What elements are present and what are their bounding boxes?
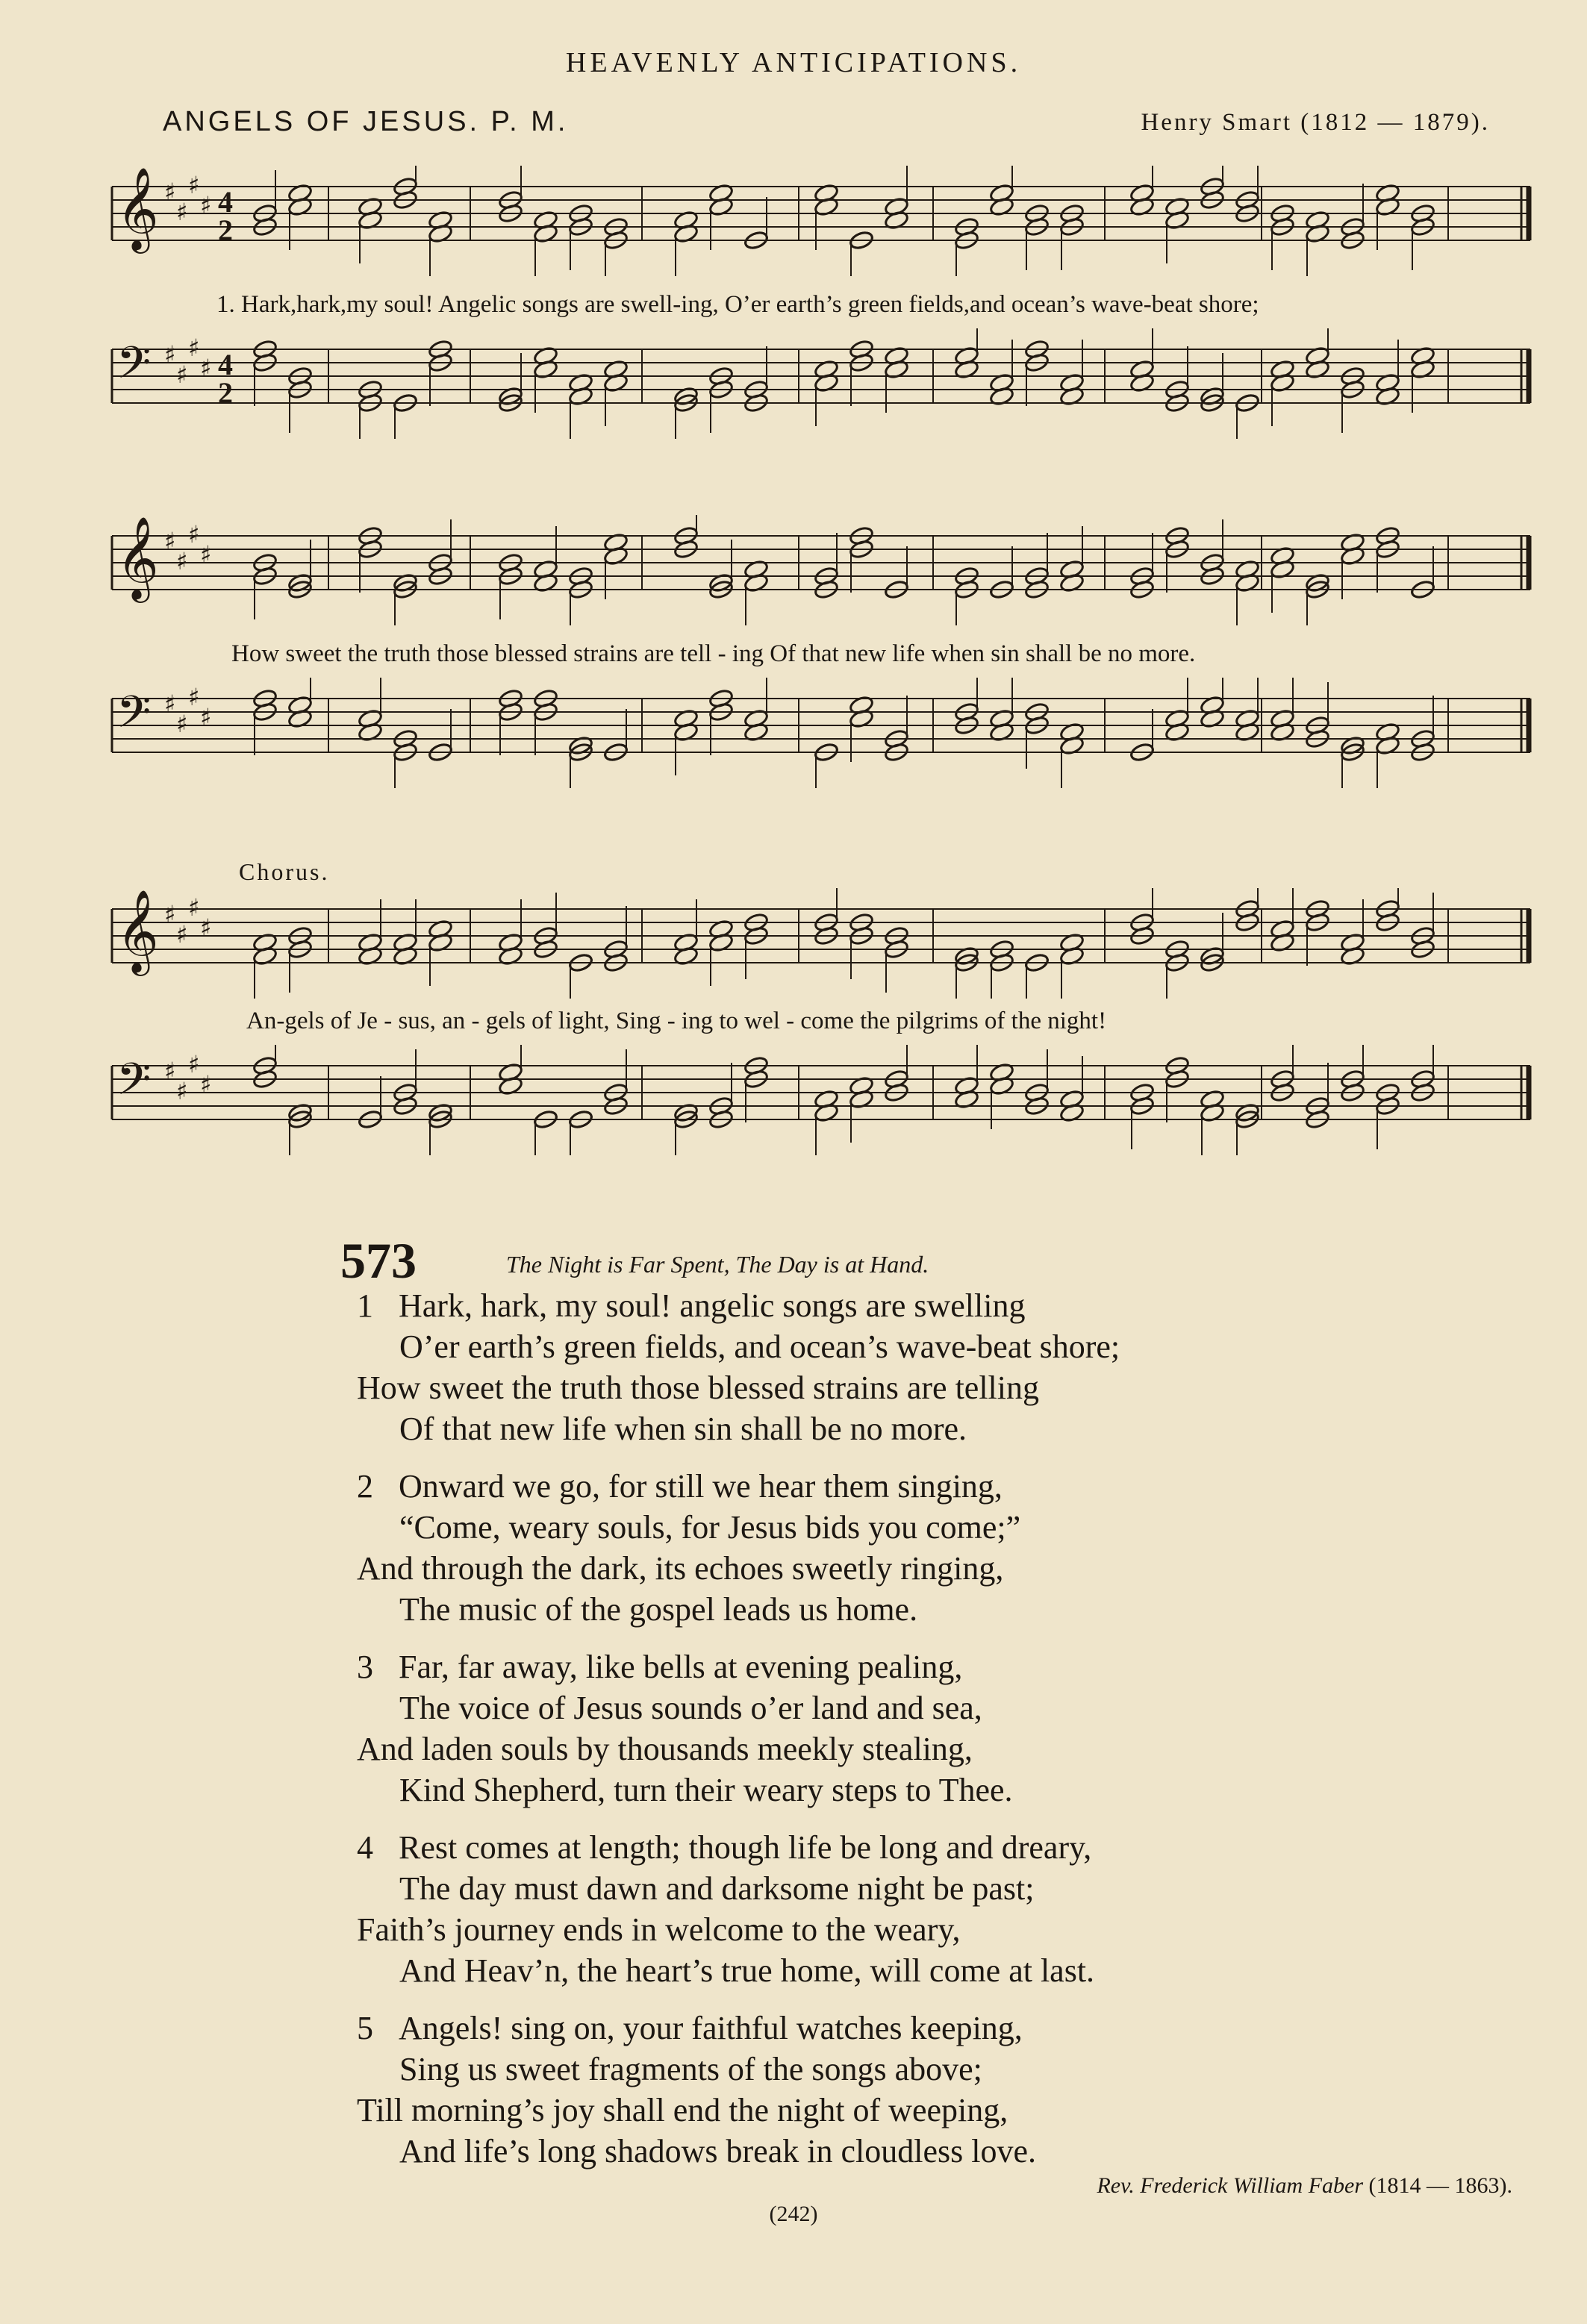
sharp-icon: ♯ <box>176 360 188 389</box>
verse-line <box>399 1774 1013 1807</box>
lyric-line-1: 1. Hark,hark,my soul! Angelic songs are swell-ing, O’er earth’s green fields,and ocean’s wave-beat shore; <box>216 291 1259 318</box>
verse-text: Angels! sing on, your faithful watches keeping, <box>399 2010 1023 2046</box>
sharp-icon: ♯ <box>164 1057 176 1085</box>
sharp-icon: ♯ <box>176 198 188 226</box>
stanza-number: 5 <box>357 2010 373 2046</box>
verse-line <box>399 2135 1036 2168</box>
bass-clef-icon: 𝄢 <box>116 337 152 399</box>
verse-line <box>399 2053 982 2086</box>
composer-credit: Henry Smart (1812 — 1879). <box>1141 109 1490 136</box>
verse-line <box>399 1328 1120 1365</box>
verse-text: And life’s long shadows break in cloudless love. <box>399 2133 1036 2170</box>
treble-staff-2 <box>105 515 1538 627</box>
stanza-number: 3 <box>357 1649 373 1685</box>
verse-text: The voice of Jesus sounds o’er land and sea, <box>399 1690 982 1726</box>
sharp-icon: ♯ <box>176 547 188 575</box>
music-system-1 <box>105 166 1538 410</box>
music-system-2 <box>105 515 1538 749</box>
verse-line <box>399 1952 1095 1989</box>
verse-line <box>399 1593 917 1626</box>
hymn-number: 573 <box>340 1232 417 1289</box>
sharp-icon: ♯ <box>164 340 176 369</box>
verse-line <box>357 1369 1040 1406</box>
sharp-icon: ♯ <box>164 690 176 718</box>
sharp-icon: ♯ <box>200 703 212 731</box>
author-dates: (1814 — 1863). <box>1368 2173 1512 2198</box>
treble-staff-1 <box>105 166 1538 278</box>
time-signature-top: 4 <box>218 348 233 381</box>
verse-line <box>399 1872 1034 1905</box>
verse-text: And laden souls by thousands meekly stealing, <box>357 1731 973 1767</box>
stanza-number: 1 <box>357 1287 373 1324</box>
verse-line <box>357 1552 1003 1585</box>
lyric-line-3: An-gels of Je - sus, an - gels of light, Sing - ing to wel - come the pilgrims of the night! <box>246 1008 1107 1034</box>
treble-clef-icon: 𝄞 <box>116 889 159 972</box>
verse-text: O’er earth’s green fields, and ocean’s wave-beat shore; <box>399 1328 1120 1365</box>
verse-text: “Come, weary souls, for Jesus bids you come;” <box>399 1509 1021 1546</box>
stanza-number: 4 <box>357 1829 373 1866</box>
verse-text: The music of the gospel leads us home. <box>399 1591 918 1628</box>
verse-text: Far, far away, like bells at evening pealing, <box>399 1649 963 1685</box>
bass-clef-icon: 𝄢 <box>116 686 152 749</box>
verse-line <box>357 1831 1091 1864</box>
author-credit <box>1097 2173 1512 2199</box>
verse-text: Of that new life when sin shall be no more. <box>399 1411 967 1447</box>
running-head: HEAVENLY ANTICIPATIONS. <box>565 47 1022 78</box>
sharp-icon: ♯ <box>176 920 188 949</box>
sharp-icon: ♯ <box>188 1050 200 1078</box>
sharp-icon: ♯ <box>176 710 188 738</box>
time-signature-top: 4 <box>218 185 233 219</box>
sharp-icon: ♯ <box>200 913 212 942</box>
verse-text: Till morning’s joy shall end the night of weeping, <box>357 2092 1008 2128</box>
treble-clef-icon: 𝄞 <box>116 516 159 599</box>
verse-text: The day must dawn and darksome night be past; <box>399 1870 1035 1907</box>
sharp-icon: ♯ <box>188 893 200 922</box>
verse-line <box>357 1733 973 1766</box>
bass-staff-1 <box>105 328 1538 440</box>
sharp-icon: ♯ <box>164 527 176 555</box>
verse-line <box>357 2012 1023 2045</box>
bass-staff-3 <box>105 1045 1538 1157</box>
sharp-icon: ♯ <box>188 171 200 199</box>
bass-staff-2 <box>105 678 1538 790</box>
sharp-icon: ♯ <box>200 354 212 382</box>
sharp-icon: ♯ <box>200 1070 212 1099</box>
verse-text: Kind Shepherd, turn their weary steps to Thee. <box>399 1772 1013 1808</box>
stanza-number: 2 <box>357 1468 373 1505</box>
chorus-label: Chorus. <box>239 858 330 885</box>
verse-text: Onward we go, for still we hear them singing, <box>399 1468 1003 1505</box>
author-name: Rev. Frederick William Faber <box>1097 2173 1364 2198</box>
verse-line <box>357 1287 1026 1324</box>
page-number: (242) <box>769 2202 818 2226</box>
bass-clef-icon: 𝄢 <box>116 1053 152 1116</box>
verse-line <box>357 1911 961 1948</box>
sharp-icon: ♯ <box>200 540 212 569</box>
sharp-icon: ♯ <box>164 178 176 206</box>
sharp-icon: ♯ <box>200 191 212 219</box>
sharp-icon: ♯ <box>176 1077 188 1105</box>
sharp-icon: ♯ <box>188 334 200 362</box>
verse-line <box>357 1651 962 1684</box>
verse-line <box>399 1511 1020 1544</box>
verse-line <box>399 1413 967 1446</box>
verse-line <box>357 1470 1003 1503</box>
verse-text: And through the dark, its echoes sweetly ringing, <box>357 1550 1004 1587</box>
verse-text: Sing us sweet fragments of the songs above; <box>399 2051 982 2087</box>
sharp-icon: ♯ <box>188 520 200 549</box>
verse-text: How sweet the truth those blessed strains are telling <box>357 1369 1040 1406</box>
sharp-icon: ♯ <box>164 900 176 928</box>
verse-line <box>399 1692 982 1725</box>
verse-text: And Heav’n, the heart’s true home, will come at last. <box>399 1952 1095 1989</box>
time-signature-bottom: 2 <box>218 376 233 410</box>
verse-text: Faith’s journey ends in welcome to the weary, <box>357 1911 961 1948</box>
tune-name: ANGELS OF JESUS. P. M. <box>163 106 569 137</box>
sharp-icon: ♯ <box>188 683 200 711</box>
lyric-line-2: How sweet the truth those blessed strains are tell - ing Of that new life when sin shall be no more. <box>231 640 1196 667</box>
verse-text: Rest comes at length; though life be long and dreary, <box>399 1829 1092 1866</box>
treble-staff-3 <box>105 888 1538 1000</box>
time-signature-bottom: 2 <box>218 213 233 247</box>
verse-text: Hark, hark, my soul! angelic songs are swelling <box>399 1287 1026 1324</box>
treble-clef-icon: 𝄞 <box>116 166 159 250</box>
hymn-title: The Night is Far Spent, The Day is at Hand. <box>506 1251 929 1278</box>
verse-line <box>357 2094 1008 2127</box>
